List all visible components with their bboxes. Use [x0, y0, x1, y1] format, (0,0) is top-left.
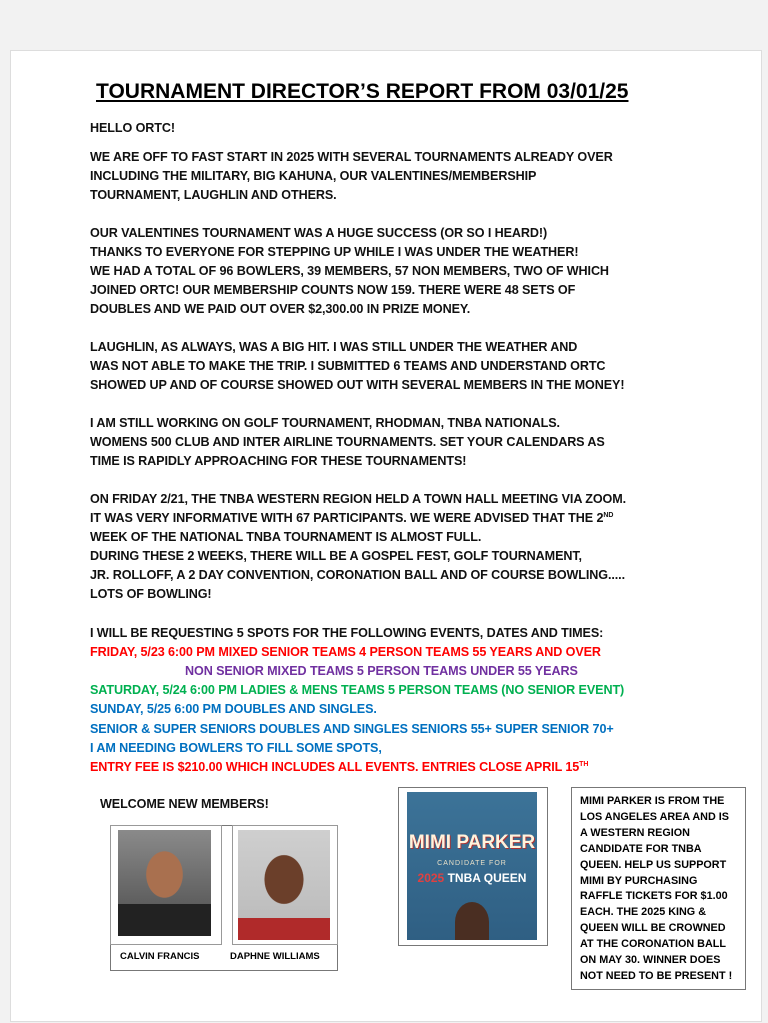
line-text: TIME IS RAPIDLY APPROACHING FOR THESE TOURNAMENTS!	[90, 454, 467, 468]
text-line	[90, 530, 481, 544]
text-line	[90, 340, 577, 354]
text-line	[185, 664, 578, 678]
line-text: LAUGHLIN, AS ALWAYS, WAS A BIG HIT. I WAS STILL UNDER THE WEATHER AND	[90, 340, 578, 354]
text-line	[90, 626, 603, 640]
line-text: WAS NOT ABLE TO MAKE THE TRIP. I SUBMITTED 6 TEAMS AND UNDERSTAND ORTC	[90, 359, 606, 373]
line-text: DOUBLES AND WE PAID OUT OVER $2,300.00 IN PRIZE MONEY.	[90, 302, 471, 316]
text-line	[90, 264, 609, 278]
line-text: THANKS TO EVERYONE FOR STEPPING UP WHILE I WAS UNDER THE WEATHER!	[90, 245, 579, 259]
line-text: FRIDAY, 5/23 6:00 PM MIXED SENIOR TEAMS 4 PERSON TEAMS 55 YEARS AND OVER	[90, 645, 601, 660]
line-text: SATURDAY, 5/24 6:00 PM LADIES & MENS TEAMS 5 PERSON TEAMS (NO SENIOR EVENT)	[90, 683, 625, 698]
superscript: ND	[603, 511, 614, 519]
mimi-info-line: CANDIDATE FOR TNBA	[580, 842, 702, 855]
text-line	[90, 359, 605, 373]
mimi-info-text	[580, 794, 732, 985]
text-line	[90, 492, 626, 506]
line-text: I AM NEEDING BOWLERS TO FILL SOME SPOTS,	[90, 740, 382, 755]
portrait-icon	[455, 902, 489, 940]
text-line	[90, 121, 175, 135]
mimi-info-line: MIMI PARKER IS FROM THE	[580, 795, 725, 807]
superscript: TH	[579, 760, 589, 768]
line-text: WE HAD A TOTAL OF 96 BOWLERS, 39 MEMBERS, 57 NON MEMBERS, TWO OF WHICH	[90, 264, 609, 278]
text-line	[90, 150, 613, 164]
text-line	[90, 702, 377, 716]
text-line	[90, 741, 382, 755]
text-line	[90, 760, 588, 774]
poster-subtitle: CANDIDATE FOR	[437, 860, 507, 867]
poster-queen: TNBA QUEEN	[447, 871, 527, 885]
mimi-info-line: QUEEN. HELP US SUPPORT	[580, 858, 727, 871]
text-line	[90, 188, 337, 202]
mimi-info-line: A WESTERN REGION	[580, 826, 690, 839]
text-line	[90, 226, 547, 240]
line-text: OUR VALENTINES TOURNAMENT WAS A HUGE SUCCESS (OR SO I HEARD!)	[90, 226, 548, 240]
text-line	[90, 454, 466, 468]
text-line	[90, 683, 624, 697]
line-text: I WILL BE REQUESTING 5 SPOTS FOR THE FOLLOWING EVENTS, DATES AND TIMES:	[90, 626, 604, 640]
mimi-info-line: AT THE CORONATION BALL	[580, 938, 726, 951]
page-title: TOURNAMENT DIRECTOR’S REPORT FROM 03/01/25	[96, 80, 629, 103]
mimi-info-line: ON MAY 30. WINNER DOES	[580, 954, 721, 967]
welcome-heading: WELCOME NEW MEMBERS!	[100, 797, 269, 811]
text-line	[90, 722, 614, 736]
line-text: IT WAS VERY INFORMATIVE WITH 67 PARTICIPANTS. WE WERE ADVISED THAT THE 2	[90, 511, 604, 525]
member-caption: DAPHNE WILLIAMS	[230, 951, 320, 962]
line-text: LOTS OF BOWLING!	[90, 587, 212, 601]
text-line	[90, 435, 605, 449]
text-line	[90, 378, 624, 392]
text-line	[90, 169, 536, 183]
mimi-info-line: EACH. THE 2025 KING &	[580, 906, 706, 919]
text-line	[90, 302, 470, 316]
mimi-info-line: NOT NEED TO BE PRESENT !	[580, 969, 733, 982]
mimi-info-line: RAFFLE TICKETS FOR $1.00	[580, 890, 728, 903]
line-text: SENIOR & SUPER SENIORS DOUBLES AND SINGLES SENIORS 55+ SUPER SENIOR 70+	[90, 721, 614, 736]
text-line	[90, 283, 575, 297]
line-text: WEEK OF THE NATIONAL TNBA TOURNAMENT IS ALMOST FULL.	[90, 530, 482, 544]
mimi-info-line: LOS ANGELES AREA AND IS	[580, 810, 729, 823]
text-line	[90, 549, 582, 563]
line-text: WE ARE OFF TO FAST START IN 2025 WITH SEVERAL TOURNAMENTS ALREADY OVER	[90, 150, 613, 164]
member-caption: CALVIN FRANCIS	[120, 951, 200, 962]
line-text: TOURNAMENT, LAUGHLIN AND OTHERS.	[90, 188, 337, 202]
poster-year: 2025	[417, 871, 445, 885]
member-photo-daphne-williams	[238, 830, 330, 940]
line-text: JOINED ORTC! OUR MEMBERSHIP COUNTS NOW 159. THERE WERE 48 SETS OF	[90, 283, 576, 297]
mimi-info-line: QUEEN WILL BE CROWNED	[580, 922, 726, 935]
line-text: INCLUDING THE MILITARY, BIG KAHUNA, OUR VALENTINES/MEMBERSHIP	[90, 169, 537, 183]
text-line	[90, 511, 613, 525]
line-text: DURING THESE 2 WEEKS, THERE WILL BE A GOSPEL FEST, GOLF TOURNAMENT,	[90, 549, 582, 563]
text-line	[90, 416, 560, 430]
poster-name: MIMI PARKER	[408, 832, 536, 853]
mimi-info-line: MIMI BY PURCHASING	[580, 874, 698, 887]
text-line	[90, 568, 625, 582]
line-text: I AM STILL WORKING ON GOLF TOURNAMENT, RHODMAN, TNBA NATIONALS.	[90, 416, 560, 430]
text-line	[90, 245, 578, 259]
text-line	[90, 645, 601, 659]
line-text: SUNDAY, 5/25 6:00 PM DOUBLES AND SINGLES.	[90, 702, 377, 717]
line-text: ON FRIDAY 2/21, THE TNBA WESTERN REGION HELD A TOWN HALL MEETING VIA ZOOM.	[90, 492, 627, 506]
member-photo-calvin-francis	[118, 830, 211, 936]
line-text: JR. ROLLOFF, A 2 DAY CONVENTION, CORONATION BALL AND OF COURSE BOWLING.....	[90, 568, 625, 582]
text-line	[90, 587, 212, 601]
line-text: SHOWED UP AND OF COURSE SHOWED OUT WITH SEVERAL MEMBERS IN THE MONEY!	[90, 378, 625, 392]
line-text: WOMENS 500 CLUB AND INTER AIRLINE TOURNAMENTS. SET YOUR CALENDARS AS	[90, 435, 605, 449]
line-text: HELLO ORTC!	[90, 121, 175, 135]
line-text: ENTRY FEE IS $210.00 WHICH INCLUDES ALL EVENTS. ENTRIES CLOSE APRIL 15	[90, 759, 580, 774]
mimi-parker-poster	[407, 792, 537, 940]
line-text: NON SENIOR MIXED TEAMS 5 PERSON TEAMS UNDER 55 YEARS	[185, 664, 578, 679]
